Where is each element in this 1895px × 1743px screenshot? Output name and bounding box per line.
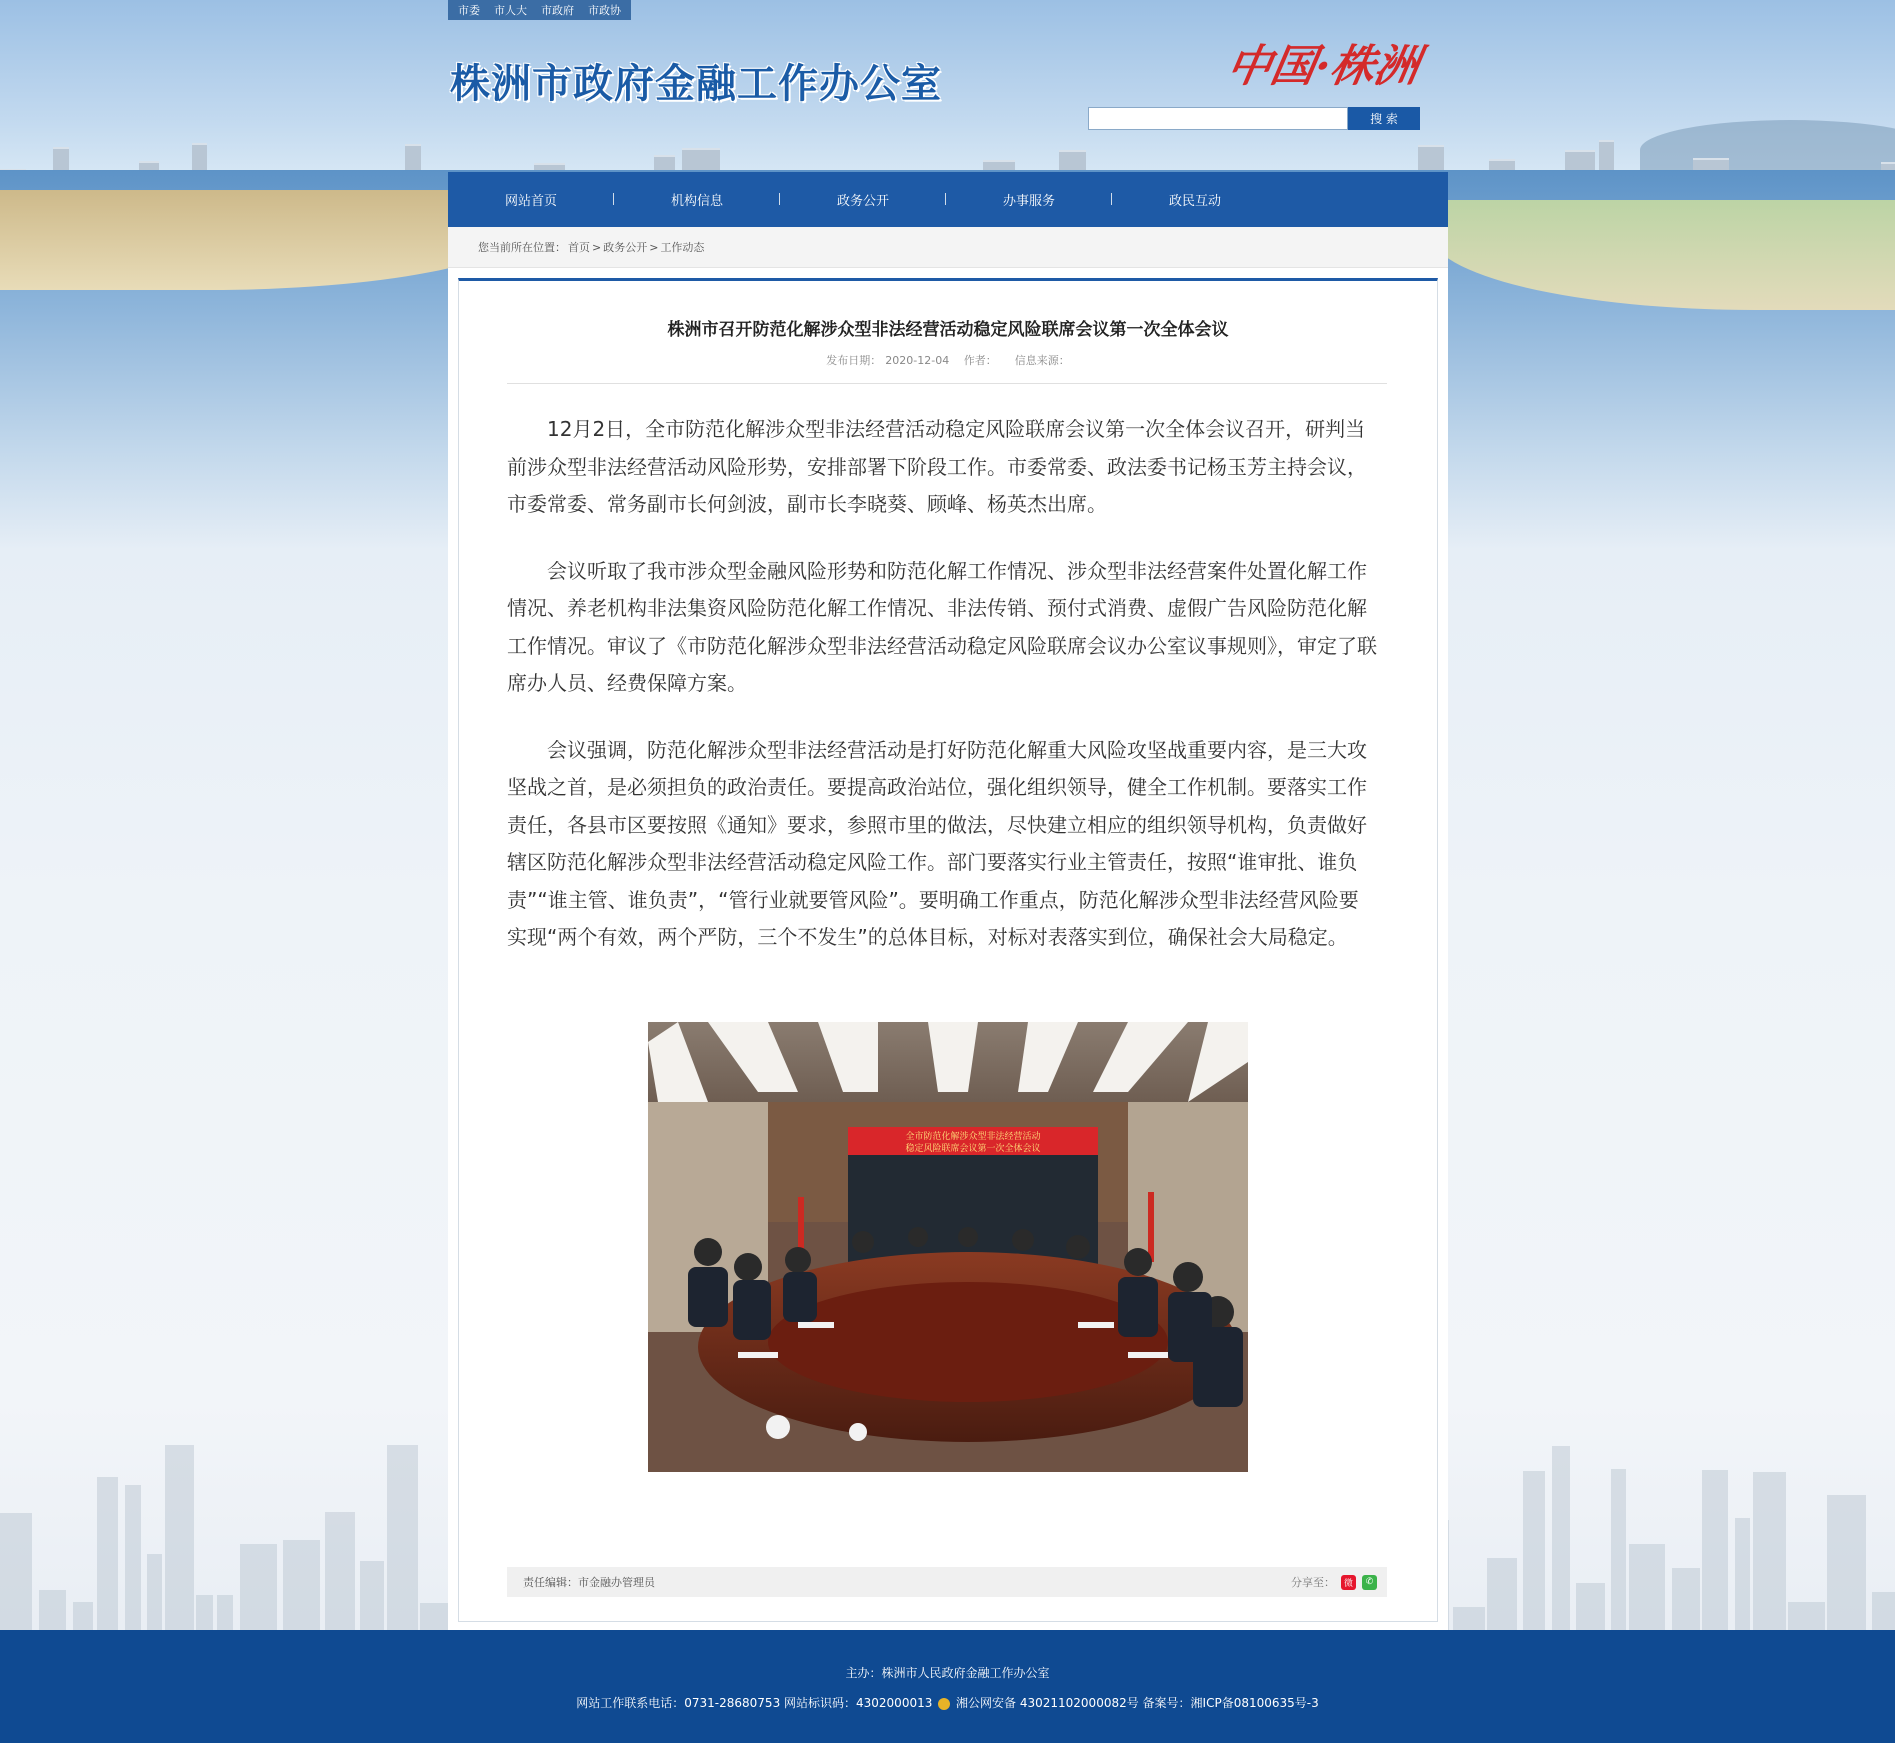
zhuzhou-calligraphy-logo: 中国·株洲 bbox=[1222, 41, 1424, 92]
photo-banner-line-1: 全市防范化解涉众型非法经营活动 bbox=[905, 1132, 1041, 1142]
nav-interaction[interactable]: 政民互动 bbox=[1168, 194, 1221, 209]
skyline-building bbox=[97, 1477, 118, 1630]
skyline-building bbox=[1523, 1471, 1545, 1630]
meeting-photo-illustration bbox=[648, 1022, 1248, 1472]
skyline-building bbox=[360, 1561, 384, 1630]
weibo-share-icon[interactable]: 微 bbox=[1341, 1575, 1356, 1590]
search-input[interactable] bbox=[1088, 107, 1348, 130]
skyline-building bbox=[1629, 1544, 1665, 1630]
article-paragraph: 12月2日，全市防范化解涉众型非法经营活动稳定风险联席会议第一次全体会议召开，研判当前涉众型非法经营活动风险形势，安排部署下阶段工作。市委常委、政法委书记杨玉芳主持会议，市委常委、常务副市长何剑波，副市长李晓葵、顾峰、杨英杰出席。 bbox=[507, 417, 1367, 516]
skyline-building bbox=[1753, 1472, 1786, 1630]
nav-organization-info[interactable]: 机构信息 bbox=[614, 190, 780, 209]
photo-banner-line-2: 稳定风险联席会议第一次全体会议 bbox=[905, 1144, 1041, 1154]
article-paragraph: 会议听取了我市涉众型金融风险形势和防范化解工作情况、涉众型非法经营案件处置化解工作情况、养老机构非法集资风险防范化解工作情况、非法传销、预付式消费、虚假广告风险防范化解工作情况。审议了《市防范化解涉众型非法经营活动稳定风险联席会议办公室议事规则》，审定了联席办人员、经费保障方案。 bbox=[507, 558, 1377, 695]
article-body bbox=[507, 411, 1377, 986]
skyline-building bbox=[125, 1485, 141, 1630]
meeting-photo[interactable] bbox=[648, 1022, 1248, 1472]
skyline-building bbox=[217, 1595, 233, 1630]
skyline-building bbox=[1735, 1518, 1750, 1630]
top-link-npc[interactable]: 市人大 bbox=[494, 4, 527, 17]
author-label: 作者： bbox=[963, 354, 997, 367]
skyline-building bbox=[1827, 1495, 1866, 1630]
skyline-building bbox=[165, 1445, 194, 1630]
skyline-building bbox=[1487, 1558, 1517, 1630]
top-link-government[interactable]: 市政府 bbox=[541, 4, 574, 17]
top-links-bar bbox=[448, 0, 631, 20]
footer-contact bbox=[0, 1694, 1895, 1711]
breadcrumb-separator: > bbox=[649, 240, 659, 254]
article-title: 株洲市召开防范化解涉众型非法经营活动稳定风险联席会议第一次全体会议 bbox=[667, 320, 1229, 340]
skyline-building bbox=[1788, 1602, 1825, 1630]
breadcrumb-separator: > bbox=[592, 240, 602, 254]
responsible-editor: 责任编辑：市金融办管理员 bbox=[523, 1576, 655, 1589]
skyline-building bbox=[39, 1590, 66, 1630]
skyline-building bbox=[1611, 1469, 1626, 1630]
skyline-building bbox=[283, 1540, 320, 1630]
nav-services[interactable]: 办事服务 bbox=[946, 190, 1112, 209]
skyline-building bbox=[325, 1512, 355, 1630]
article-paragraph: 会议强调，防范化解涉众型非法经营活动是打好防范化解重大风险攻坚战重要内容，是三大攻坚战之首，是必须担负的政治责任。要提高政治站位，强化组织领导，健全工作机制。要落实工作责任，各县市区要按照《通知》要求，参照市里的做法，尽快建立相应的组织领导机构，负责做好辖区防范化解涉众型非法经营活动稳定风险工作。部门要落实行业主管责任，按照“谁审批、谁负责”“谁主管、谁负责”，“管行业就要管风险”。要明确工作重点，防范化解涉众型非法经营风险要实现“两个有效，两个严防，三个不发生”的总体目标，对标对表落实到位，确保社会大局稳定。 bbox=[507, 737, 1367, 949]
top-link-party-committee[interactable]: 市委 bbox=[458, 4, 480, 17]
skyline-building bbox=[196, 1595, 213, 1630]
skyline-building bbox=[0, 1513, 32, 1630]
date-label: 发布日期： bbox=[826, 354, 882, 367]
title-divider bbox=[507, 383, 1387, 384]
share-area bbox=[1291, 1574, 1377, 1590]
breadcrumb-work-news[interactable]: 工作动态 bbox=[660, 241, 705, 254]
article-footer-bar bbox=[507, 1567, 1387, 1597]
police-badge-icon bbox=[938, 1698, 950, 1710]
breadcrumb bbox=[448, 227, 1448, 268]
breadcrumb-label: 您当前所在位置： bbox=[478, 241, 566, 254]
site-title[interactable]: 株洲市政府金融工作办公室 bbox=[450, 61, 942, 107]
breadcrumb-government-affairs[interactable]: 政务公开 bbox=[603, 241, 648, 254]
skyline-building bbox=[1552, 1446, 1570, 1630]
nav-home[interactable]: 网站首页 bbox=[448, 190, 614, 209]
skyline-building bbox=[147, 1554, 162, 1630]
footer-sponsor: 主办：株洲市人民政府金融工作办公室 bbox=[845, 1666, 1050, 1680]
search-button[interactable]: 搜 索 bbox=[1348, 107, 1420, 130]
skyline-building bbox=[387, 1445, 418, 1630]
article-panel bbox=[458, 278, 1438, 1622]
skyline-building bbox=[1576, 1583, 1605, 1630]
top-link-cppcc[interactable]: 市政协 bbox=[588, 4, 621, 17]
skyline-building bbox=[73, 1602, 93, 1630]
publish-date: 2020-12-04 bbox=[885, 354, 950, 367]
site-footer bbox=[0, 1630, 1895, 1743]
footer-registration[interactable]: 湘公网安备 43021102000082号 备案号：湘ICP备08100635号-3 bbox=[956, 1696, 1319, 1710]
skyline-building bbox=[1672, 1568, 1700, 1630]
nav-government-affairs[interactable]: 政务公开 bbox=[780, 190, 946, 209]
wechat-share-icon[interactable]: ✆ bbox=[1362, 1575, 1377, 1590]
skyline-building bbox=[240, 1544, 277, 1630]
article-meta bbox=[459, 352, 1437, 368]
source-label: 信息来源： bbox=[1014, 354, 1070, 367]
search-box bbox=[1088, 107, 1420, 130]
footer-contact-info: 网站工作联系电话：0731-28680753 网站标识码：4302000013 bbox=[576, 1696, 933, 1710]
main-nav bbox=[448, 172, 1448, 227]
breadcrumb-home[interactable]: 首页 bbox=[568, 241, 590, 254]
skyline-building bbox=[1702, 1470, 1728, 1630]
skyline-building bbox=[1453, 1607, 1485, 1630]
share-label: 分享至： bbox=[1291, 1576, 1335, 1589]
skyline-building bbox=[1872, 1592, 1895, 1630]
main-container bbox=[448, 227, 1448, 1630]
